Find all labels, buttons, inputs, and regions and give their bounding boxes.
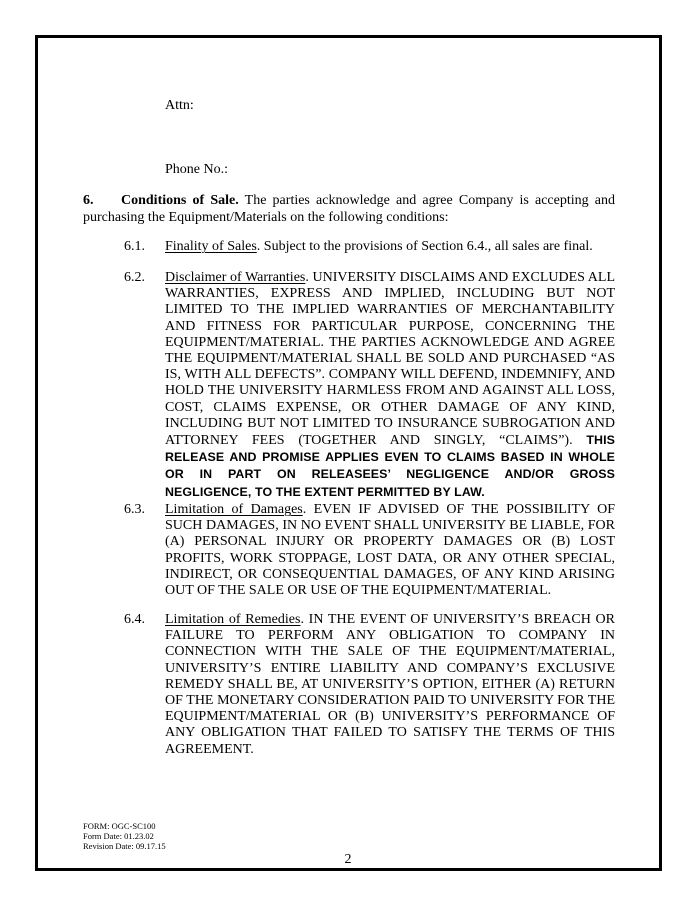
subsection-text: . EVEN IF ADVISED OF THE POSSIBILITY OF SUCH DAMAGES, IN NO EVENT SHALL UNIVERSITY BE LIABLE, FOR (A) PERSONAL INJURY OR PROPERTY DAMAGES OR (B) LOST PROFITS, WORK STOPPAGE, LOST DATA, OR ANY OTHER SPECIAL, INDIRECT, OR CONSEQUENTIAL DAMAGES, OF ANY KIND ARISING OUT OF THE SALE OR USE OF THE EQUIPMENT/MATERIAL. [165,502,615,599]
subsection-text: . IN THE EVENT OF UNIVERSITY’S BREACH OR FAILURE TO PERFORM ANY OBLIGATION TO COMPANY IN CONNECTION WITH THE SALE OF THE EQUIPMENT/MATERIAL, UNIVERSITY’S ENTIRE LIABILITY AND COMPANY’S EXCLUSIVE REMEDY SHALL BE, AT UNIVERSITY’S OPTION, EITHER (A) RETURN OF THE MONETARY CONSIDERATION PAID TO UNIVERSITY FOR THE EQUIPMENT/MATERIAL OR (B) UNIVERSITY’S PERFORMANCE OF ANY OBLIGATION THAT FAILED TO SATISFY THE TERMS OF THIS AGREEMENT. [165,612,615,757]
phone-label: Phone No.: [165,162,228,177]
subsection-bold-text: THIS RELEASE AND PROMISE APPLIES EVEN TO CLAIMS BASED IN WHOLE OR IN PART ON RELEASEES’ NEGLIGENCE AND/OR GROSS NEGLIGENCE, TO THE EXTENT PERMITTED BY LAW. [165,433,615,499]
subsection-number: 6.4. [124,612,145,627]
subsection-number: 6.1. [124,239,145,254]
section-number: 6. [83,193,94,208]
form-info [83,821,166,851]
subsection-number: 6.2. [124,270,145,285]
revision-date: Revision Date: 09.17.15 [83,841,166,851]
subsection-heading: Finality of Sales [165,239,257,254]
form-id: FORM: OGC-SC100 [83,821,156,831]
subsection-number: 6.3. [124,502,145,517]
subsection-text: . Subject to the provisions of Section 6.4., all sales are final. [256,239,593,254]
subsection-6-2 [124,270,615,501]
section-6 [83,193,615,226]
subsection-6-3 [124,502,615,599]
section-title: Conditions of Sale. [121,193,239,208]
page-number: 2 [344,852,352,867]
subsection-text: . UNIVERSITY DISCLAIMS AND EXCLUDES ALL WARRANTIES, EXPRESS AND IMPLIED, INCLUDING BUT NOT LIMITED TO THE IMPLIED WARRANTIES OF MERCHANTABILITY AND FITNESS FOR PARTICULAR PURPOSE, CONCERNING THE EQUIPMENT/MATERIAL. THE PARTIES ACKNOWLEDGE AND AGREE THE EQUIPMENT/MATERIAL SHALL BE SOLD AND PURCHASED “AS IS, WITH ALL DEFECTS”. COMPANY WILL DEFEND, INDEMNIFY, AND HOLD THE UNIVERSITY HARMLESS FROM AND AGAINST ALL LOSS, COST, CLAIMS EXPENSE, OR OTHER DAMAGE OF ANY KIND, INCLUDING BUT NOT LIMITED TO INSURANCE SUBROGATION AND ATTORNEY FEES (TOGETHER AND SINGLY, “CLAIMS”). [165,270,615,449]
subsection-6-1 [124,239,615,255]
subsection-6-4 [124,612,615,758]
subsection-heading: Limitation of Remedies [165,612,301,627]
form-date: Form Date: 01.23.02 [83,831,154,841]
section-intro: The parties acknowledge and agree Company is accepting and purchasing the Equipment/Materials on the following conditions: [83,193,615,225]
attn-label: Attn: [165,98,194,113]
subsection-heading: Limitation of Damages [165,502,303,517]
subsection-heading: Disclaimer of Warranties [165,270,306,285]
